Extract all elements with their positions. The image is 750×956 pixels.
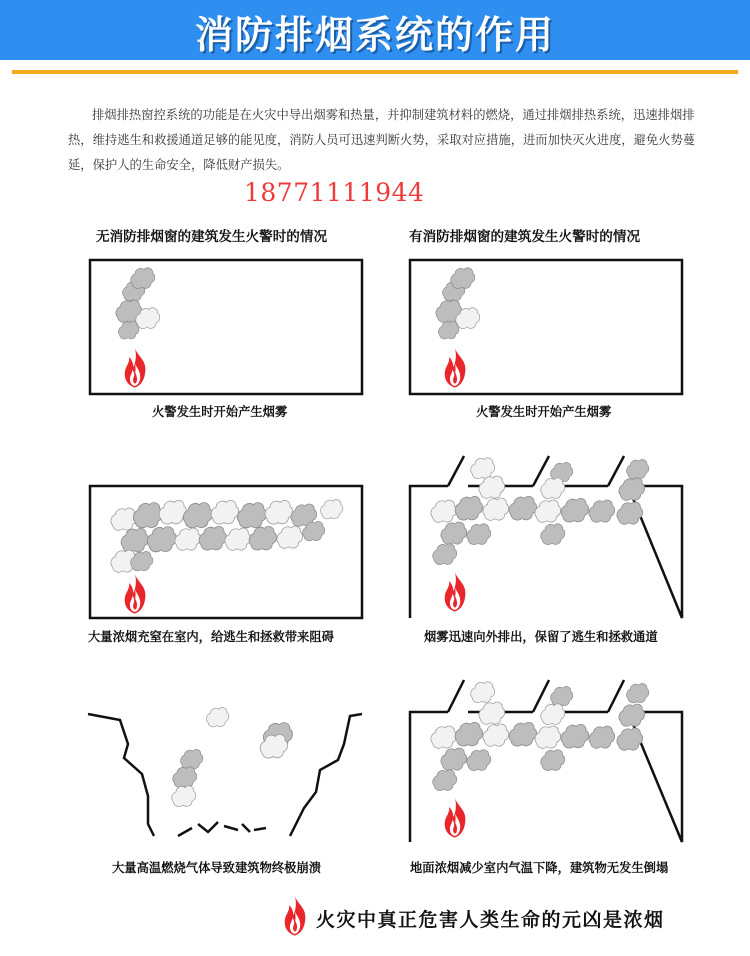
header-bar	[0, 0, 750, 60]
diagram-left-3	[84, 700, 366, 846]
right-column-title: 有消防排烟窗的建筑发生火警时的情况	[409, 229, 641, 245]
flame-icon	[278, 893, 312, 939]
diagram-right-3	[408, 676, 684, 844]
diagram-left-2	[88, 484, 364, 620]
diagram-right-1	[408, 258, 684, 396]
diagram-left-1	[88, 258, 364, 396]
phone-number[interactable]: 18771111944	[244, 178, 425, 207]
page-title: 消防排烟系统的作用	[194, 13, 555, 57]
accent-divider	[12, 70, 738, 74]
caption-left-1: 火警发生时开始产生烟雾	[152, 405, 288, 419]
footer-slogan	[276, 891, 706, 941]
caption-left-2: 大量浓烟充窒在室内，给逃生和拯救带来阻碍	[88, 630, 334, 644]
intro-paragraph: 排烟排热窗控系统的功能是在火灾中导出烟雾和热量，并抑制建筑材料的燃烧，通过排烟排热系统，迅速排烟排热，维持逃生和救援通道足够的能见度，消防人员可迅速判断火势，采取对应措施，进而加快灭火进度，避免火势蔓延，保护人的生命安全，降低财产损失。	[68, 108, 696, 172]
caption-right-1: 火警发生时开始产生烟雾	[476, 405, 612, 419]
caption-left-3: 大量高温燃烧气体导致建筑物终极崩溃	[112, 861, 322, 875]
diagram-right-2	[408, 452, 684, 620]
left-column-title: 无消防排烟窗的建筑发生火警时的情况	[96, 229, 328, 245]
footer-text: 火灾中真正危害人类生命的元凶是浓烟	[316, 909, 665, 931]
caption-right-2: 烟雾迅速向外排出，保留了逃生和拯救通道	[424, 630, 658, 644]
caption-right-3: 地面浓烟减少室内气温下降，建筑物无发生倒塌	[410, 861, 669, 875]
